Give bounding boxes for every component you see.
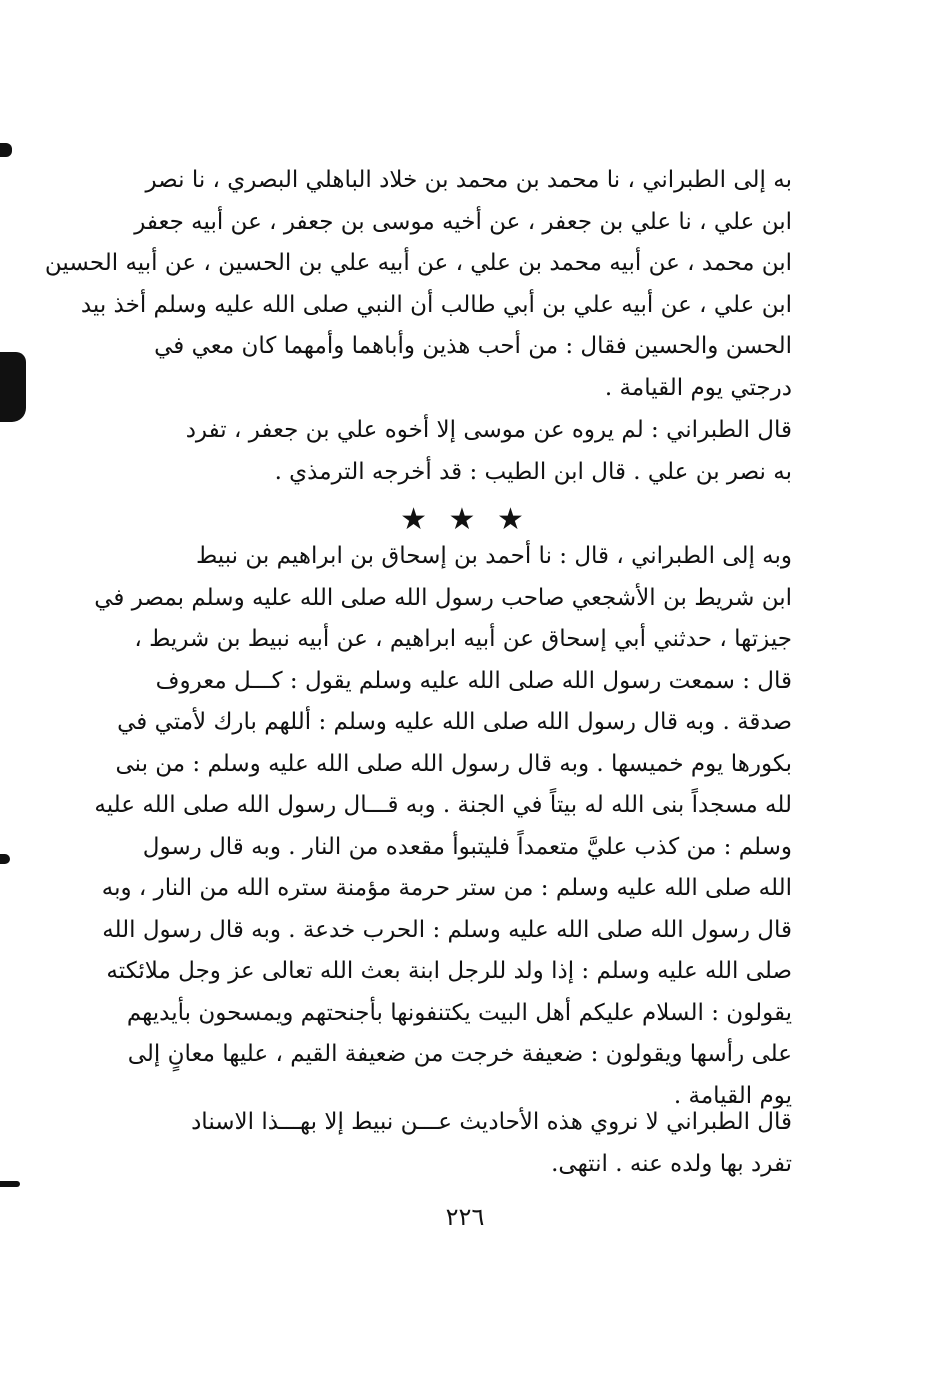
text-line: ابن شريط بن الأشجعي صاحب رسول الله صلى الله عليه وسلم بمصر في (94, 584, 792, 611)
text-line: لله مسجداً بنى الله له بيتاً في الجنة . وبه قـــال رسول الله صلى الله عليه (94, 792, 792, 818)
scan-edge-mark (0, 143, 12, 157)
text-line: قال الطبراني : لم يروه عن موسى إلا أخوه علي بن جعفر ، تفرد (185, 417, 792, 443)
paragraph-closing-note (140, 1102, 792, 1185)
paragraph-hadith-isnad (44, 160, 792, 409)
page-number: ٢٢٦ (445, 1203, 485, 1231)
scan-edge-mark (0, 854, 10, 864)
text-line: ابن علي ، عن أبيه علي بن أبي طالب أن النبي صلى الله عليه وسلم أخذ بيد (80, 291, 792, 318)
text-line: وبه إلى الطبراني ، قال : نا أحمد بن إسحاق بن ابراهيم بن نبيط (195, 543, 792, 569)
text-line: قال الطبراني لا نروي هذه الأحاديث عـــن نبيط إلا بهـــذا الاسناد (191, 1109, 792, 1135)
text-line: الله صلى الله عليه وسلم : من ستر حرمة مؤمنة ستره الله من النار ، وبه (101, 875, 792, 901)
paragraph-hadith-collection (94, 536, 792, 1117)
text-line: به نصر بن علي . قال ابن الطيب : قد أخرجه الترمذي . (274, 458, 792, 485)
text-line: تفرد بها ولده عنه . انتهى. (551, 1150, 792, 1177)
text-line: جيزتها ، حدثني أبي إسحاق عن أبيه ابراهيم ، عن أبيه نبيط بن شريط ، (134, 626, 792, 652)
text-line: وسلم : من كذب عليَّ متعمداً فليتبوأ مقعده من النار . وبه قال رسول (142, 833, 792, 860)
text-line: يقولون : السلام عليكم أهل البيت يكتنفونها بأجنحتهم ويمسحون بأيديهم (126, 999, 792, 1026)
text-line: بكورها يوم خميسها . وبه قال رسول الله صلى الله عليه وسلم : من بنى (115, 750, 792, 777)
text-line: قال : سمعت رسول الله صلى الله عليه وسلم يقول : كـــل معروف (155, 667, 792, 694)
text-line: يوم القيامة . (673, 1082, 792, 1109)
scan-edge-mark (0, 352, 26, 422)
section-separator: ★ ★ ★ (400, 502, 530, 537)
text-line: صلى الله عليه وسلم : إذا ولد للرجل ابنة بعث الله تعالى عز وجل ملائكته (106, 958, 792, 984)
text-line: على رأسها ويقولون : ضعيفة خرجت من ضعيفة القيم ، عليها معانٍ إلى (127, 1041, 792, 1067)
paragraph-tabarani-note (140, 410, 792, 493)
text-line: قال رسول الله صلى الله عليه وسلم : الحرب خدعة . وبه قال رسول الله (102, 916, 792, 943)
scan-edge-mark (0, 1181, 20, 1187)
text-line: درجتي يوم القيامة . (604, 374, 792, 401)
text-line: ابن محمد ، عن أبيه محمد بن علي ، عن أبيه علي بن الحسين ، عن أبيه الحسين (44, 250, 792, 276)
text-line: الحسن والحسين فقال : من أحب هذين وأباهما وأمهما كان معي في (154, 333, 792, 359)
text-line: صدقة . وبه قال رسول الله صلى الله عليه وسلم : أللهم بارك لأمتي في (117, 709, 792, 735)
text-line: به إلى الطبراني ، نا محمد بن محمد بن خلاد الباهلي البصري ، نا نصر (145, 167, 792, 193)
text-line: ابن علي ، نا علي بن جعفر ، عن أخيه موسى بن جعفر ، عن أبيه جعفر (134, 208, 792, 235)
